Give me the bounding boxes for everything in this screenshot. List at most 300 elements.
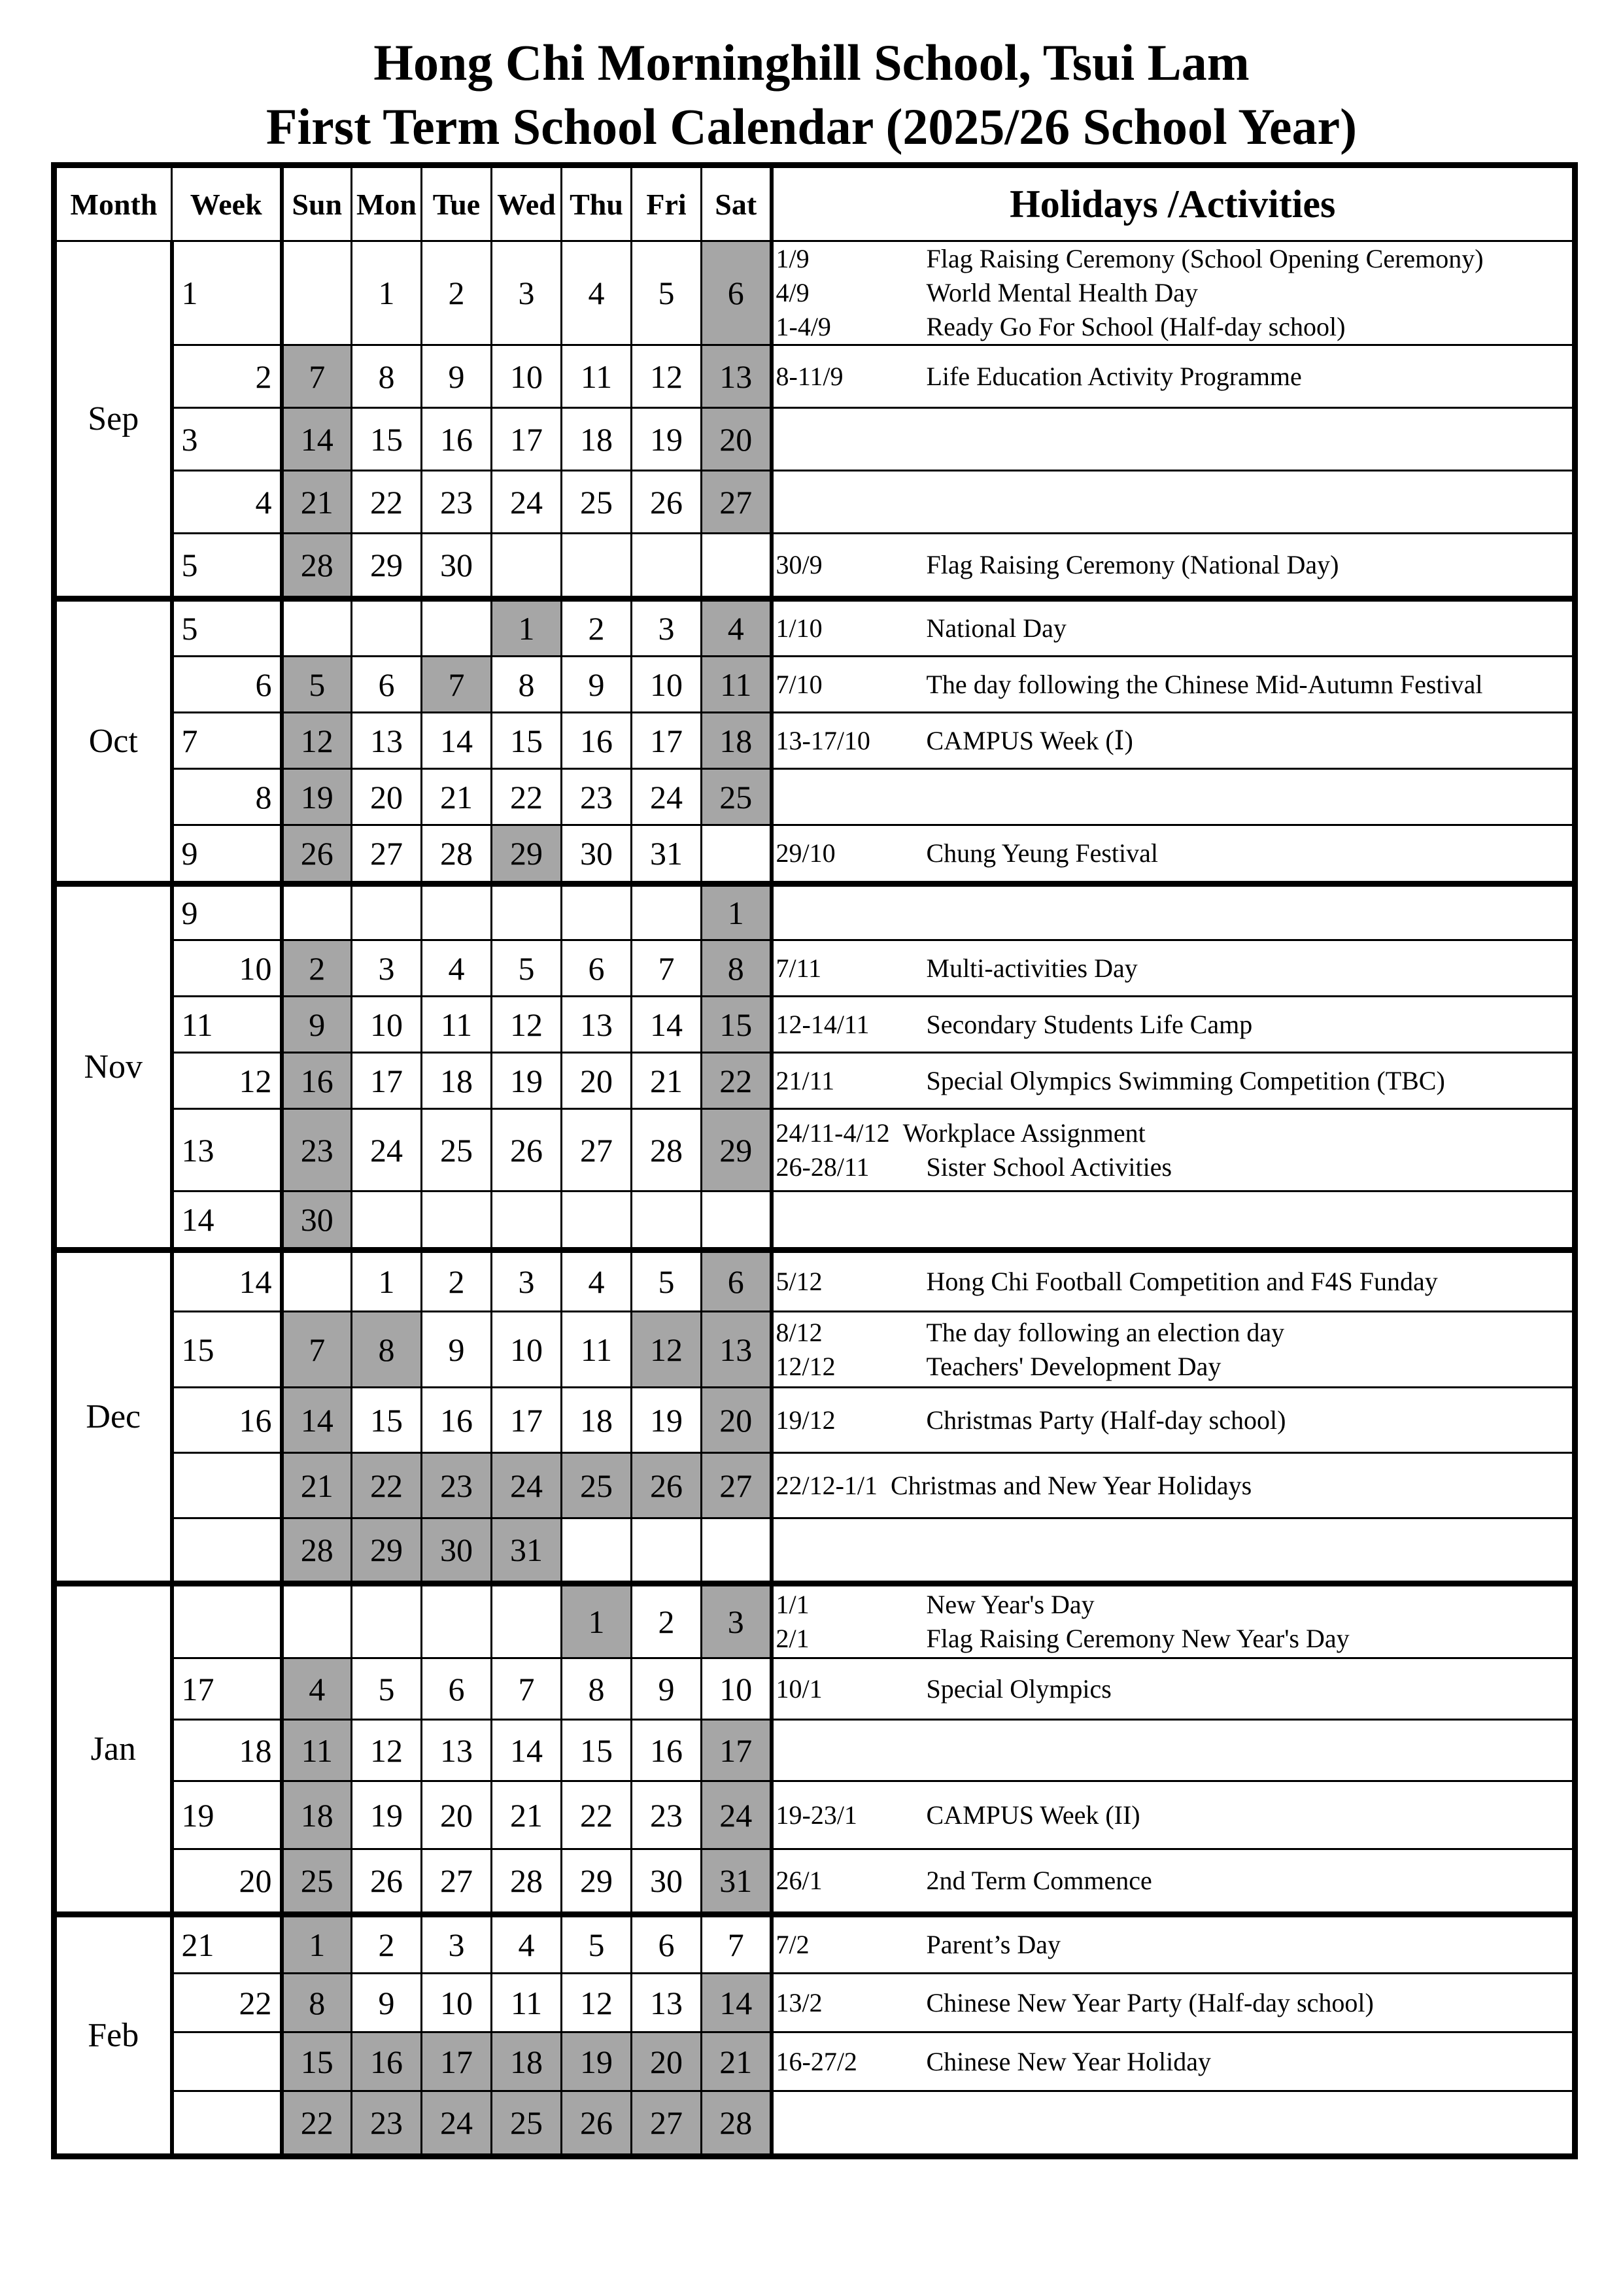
- activity-name: New Year's Day: [926, 1590, 1095, 1619]
- week-number: 17: [172, 1658, 282, 1720]
- day-cell: 23: [422, 471, 492, 534]
- month-label: Nov: [54, 884, 172, 1250]
- activities-cell: [772, 1250, 1575, 1312]
- week-number: 2: [172, 345, 282, 408]
- activity-name: Flag Raising Ceremony (National Day): [926, 550, 1339, 579]
- week-row: [54, 241, 1575, 345]
- activity-entry: [776, 1928, 1573, 1962]
- week-number: 22: [172, 1974, 282, 2032]
- school-name-title: Hong Chi Morninghill School, Tsui Lam: [373, 34, 1250, 91]
- day-cell: 29: [562, 1849, 632, 1915]
- day-cell: 22: [352, 1453, 422, 1518]
- day-cell: 26: [492, 1109, 562, 1191]
- day-cell: 13: [632, 1974, 702, 2032]
- week-number: 18: [172, 1720, 282, 1781]
- day-cell: 20: [352, 769, 422, 825]
- day-cell: [422, 1191, 492, 1250]
- day-cell: 27: [702, 1453, 772, 1518]
- activities-cell: [772, 408, 1575, 471]
- week-row: [54, 997, 1575, 1053]
- week-row: [54, 1453, 1575, 1518]
- day-cell: 21: [282, 1453, 352, 1518]
- activity-entry: [776, 1116, 1573, 1150]
- activity-date: 8/12: [776, 1317, 823, 1347]
- activity-date: 7/2: [776, 1930, 810, 1959]
- activities-cell: [772, 534, 1575, 599]
- week-row: [54, 1518, 1575, 1584]
- week-row: [54, 1312, 1575, 1388]
- day-cell: [352, 1584, 422, 1658]
- activity-entry: [776, 1350, 1573, 1384]
- week-row: [54, 1849, 1575, 1915]
- week-row: [54, 940, 1575, 997]
- day-cell: 17: [352, 1053, 422, 1109]
- month-label: Jan: [54, 1584, 172, 1915]
- day-cell: 26: [632, 1453, 702, 1518]
- day-cell: 14: [632, 997, 702, 1053]
- activities-cell: [772, 884, 1575, 940]
- day-cell: 4: [562, 241, 632, 345]
- day-cell: 22: [702, 1053, 772, 1109]
- activity-entry: [776, 360, 1573, 394]
- activity-name: The day following an election day: [926, 1317, 1285, 1347]
- activity-date: 7/10: [776, 669, 823, 699]
- day-cell: 10: [632, 657, 702, 713]
- activity-name: World Mental Health Day: [926, 278, 1199, 307]
- day-cell: 24: [492, 1453, 562, 1518]
- day-cell: [562, 884, 632, 940]
- day-cell: 25: [492, 2091, 562, 2157]
- day-cell: [702, 1191, 772, 1250]
- day-cell: 4: [492, 1915, 562, 1974]
- day-cell: 26: [352, 1849, 422, 1915]
- activity-name: Flag Raising Ceremony New Year's Day: [926, 1624, 1350, 1653]
- activity-date: 2/1: [776, 1624, 810, 1653]
- activity-date: 7/11: [776, 953, 822, 983]
- activity-entry: [776, 951, 1573, 985]
- activity-date: 13-17/10: [776, 725, 870, 755]
- day-cell: 23: [632, 1781, 702, 1849]
- activity-name: Special Olympics: [926, 1673, 1112, 1704]
- day-cell: 19: [352, 1781, 422, 1849]
- day-cell: 14: [702, 1974, 772, 2032]
- week-row: [54, 599, 1575, 657]
- day-cell: 1: [352, 241, 422, 345]
- day-cell: 29: [492, 825, 562, 884]
- day-cell: 3: [422, 1915, 492, 1974]
- day-cell: 10: [422, 1974, 492, 2032]
- day-cell: 23: [562, 769, 632, 825]
- day-cell: 25: [562, 471, 632, 534]
- day-cell: 7: [282, 345, 352, 408]
- activity-entry: [776, 1798, 1573, 1832]
- week-number: 4: [172, 471, 282, 534]
- day-cell: 11: [422, 997, 492, 1053]
- activities-cell: [772, 471, 1575, 534]
- activity-entry: [776, 1265, 1573, 1299]
- week-number: [172, 1518, 282, 1584]
- activities-cell: [772, 657, 1575, 713]
- day-cell: 2: [352, 1915, 422, 1974]
- activities-cell: [772, 997, 1575, 1053]
- day-cell: [562, 1191, 632, 1250]
- activities-cell: [772, 1191, 1575, 1250]
- day-cell: [492, 1191, 562, 1250]
- day-cell: 17: [632, 713, 702, 769]
- week-row: [54, 345, 1575, 408]
- day-cell: [562, 534, 632, 599]
- day-cell: 28: [282, 1518, 352, 1584]
- activity-name: Teachers' Development Day: [926, 1351, 1222, 1381]
- activity-date: 8-11/9: [776, 361, 844, 391]
- month-label: Sep: [54, 241, 172, 599]
- week-number: 7: [172, 713, 282, 769]
- activity-entry: [776, 1150, 1573, 1184]
- day-cell: 27: [562, 1109, 632, 1191]
- day-cell: 12: [632, 345, 702, 408]
- header-sat: Sat: [702, 165, 772, 241]
- day-cell: [492, 884, 562, 940]
- day-cell: 10: [352, 997, 422, 1053]
- activity-name: 2nd Term Commence: [926, 1866, 1152, 1895]
- activity-date: 30/9: [776, 550, 823, 579]
- day-cell: [422, 884, 492, 940]
- day-cell: 12: [632, 1312, 702, 1388]
- week-number: 20: [172, 1849, 282, 1915]
- day-cell: 27: [632, 2091, 702, 2157]
- day-cell: 30: [562, 825, 632, 884]
- week-row: [54, 1974, 1575, 2032]
- day-cell: 13: [352, 713, 422, 769]
- day-cell: 9: [422, 345, 492, 408]
- day-cell: 8: [352, 1312, 422, 1388]
- day-cell: 4: [562, 1250, 632, 1312]
- month-label: Oct: [54, 599, 172, 884]
- activity-date: 1/10: [776, 613, 823, 643]
- week-number: 16: [172, 1388, 282, 1453]
- day-cell: 14: [492, 1720, 562, 1781]
- day-cell: 3: [632, 599, 702, 657]
- activity-name: Hong Chi Football Competition and F4S Funday: [926, 1267, 1438, 1296]
- calendar-title: First Term School Calendar (2025/26 School Year): [265, 98, 1358, 155]
- week-number: 9: [172, 825, 282, 884]
- header-wed: Wed: [492, 165, 562, 241]
- day-cell: 8: [282, 1974, 352, 2032]
- day-cell: 16: [632, 1720, 702, 1781]
- week-number: 19: [172, 1781, 282, 1849]
- week-row: [54, 1781, 1575, 1849]
- day-cell: [282, 599, 352, 657]
- day-cell: 13: [562, 997, 632, 1053]
- day-cell: 1: [702, 884, 772, 940]
- day-cell: 29: [352, 1518, 422, 1584]
- day-cell: 17: [492, 1388, 562, 1453]
- day-cell: 13: [702, 1312, 772, 1388]
- week-number: 21: [172, 1915, 282, 1974]
- week-row: [54, 1191, 1575, 1250]
- day-cell: 12: [492, 997, 562, 1053]
- week-row: [54, 2032, 1575, 2091]
- day-cell: 11: [562, 345, 632, 408]
- activity-date: 19-23/1: [776, 1800, 857, 1830]
- day-cell: 25: [282, 1849, 352, 1915]
- week-number: 5: [172, 599, 282, 657]
- day-cell: 6: [422, 1658, 492, 1720]
- day-cell: 15: [492, 713, 562, 769]
- activity-entry: [776, 2045, 1573, 2079]
- activity-name: Chinese New Year Party (Half-day school): [926, 1987, 1374, 2017]
- week-number: 3: [172, 408, 282, 471]
- day-cell: 12: [562, 1974, 632, 2032]
- header-row: [54, 165, 1575, 241]
- day-cell: 23: [352, 2091, 422, 2157]
- activity-name: Special Olympics Swimming Competition (TBC): [926, 1065, 1445, 1095]
- day-cell: 15: [702, 997, 772, 1053]
- day-cell: [422, 1584, 492, 1658]
- week-row: [54, 1388, 1575, 1453]
- week-number: 9: [172, 884, 282, 940]
- day-cell: [282, 1250, 352, 1312]
- activities-cell: [772, 1053, 1575, 1109]
- activity-name: Workplace Assignment: [902, 1118, 1146, 1148]
- day-cell: 27: [702, 471, 772, 534]
- day-cell: 3: [492, 241, 562, 345]
- day-cell: 27: [352, 825, 422, 884]
- day-cell: 11: [282, 1720, 352, 1781]
- activity-entry: [776, 1622, 1573, 1656]
- activities-cell: [772, 825, 1575, 884]
- day-cell: 3: [702, 1584, 772, 1658]
- activity-name: Christmas Party (Half-day school): [926, 1405, 1286, 1435]
- day-cell: 24: [492, 471, 562, 534]
- day-cell: 21: [702, 2032, 772, 2091]
- day-cell: 1: [282, 1915, 352, 1974]
- activity-date: 4/9: [776, 278, 810, 307]
- day-cell: 9: [422, 1312, 492, 1388]
- day-cell: 20: [562, 1053, 632, 1109]
- day-cell: 31: [632, 825, 702, 884]
- week-row: [54, 657, 1575, 713]
- day-cell: 19: [632, 1388, 702, 1453]
- day-cell: 14: [282, 1388, 352, 1453]
- day-cell: 16: [352, 2032, 422, 2091]
- day-cell: 1: [352, 1250, 422, 1312]
- header-thu: Thu: [562, 165, 632, 241]
- month-label: Dec: [54, 1250, 172, 1584]
- week-number: [172, 1453, 282, 1518]
- day-cell: 5: [282, 657, 352, 713]
- activity-name: Life Education Activity Programme: [926, 361, 1302, 391]
- day-cell: 16: [422, 1388, 492, 1453]
- day-cell: 25: [562, 1453, 632, 1518]
- day-cell: 12: [282, 713, 352, 769]
- day-cell: 4: [422, 940, 492, 997]
- day-cell: 7: [282, 1312, 352, 1388]
- day-cell: 5: [562, 1915, 632, 1974]
- day-cell: 2: [282, 940, 352, 997]
- day-cell: 20: [632, 2032, 702, 2091]
- day-cell: [492, 1584, 562, 1658]
- day-cell: [632, 534, 702, 599]
- day-cell: 12: [352, 1720, 422, 1781]
- activity-date: 26-28/11: [776, 1152, 870, 1182]
- activity-date: 26/1: [776, 1866, 823, 1895]
- day-cell: 31: [492, 1518, 562, 1584]
- day-cell: 6: [632, 1915, 702, 1974]
- week-row: [54, 1915, 1575, 1974]
- day-cell: 6: [352, 657, 422, 713]
- day-cell: 18: [562, 408, 632, 471]
- day-cell: [352, 599, 422, 657]
- week-row: [54, 2091, 1575, 2157]
- activity-date: 12/12: [776, 1351, 836, 1381]
- activities-cell: [772, 1518, 1575, 1584]
- day-cell: 5: [492, 940, 562, 997]
- day-cell: 7: [702, 1915, 772, 1974]
- header-month: Month: [54, 165, 172, 241]
- week-number: [172, 2091, 282, 2157]
- day-cell: 10: [492, 345, 562, 408]
- day-cell: 9: [282, 997, 352, 1053]
- day-cell: 9: [562, 657, 632, 713]
- header-tue: Tue: [422, 165, 492, 241]
- activity-entry: [776, 1588, 1573, 1622]
- day-cell: 15: [562, 1720, 632, 1781]
- day-cell: 3: [492, 1250, 562, 1312]
- week-number: 1: [172, 241, 282, 345]
- activity-name: Chinese New Year Holiday: [926, 2046, 1211, 2076]
- activity-date: 10/1: [776, 1673, 823, 1704]
- day-cell: [702, 825, 772, 884]
- day-cell: 6: [562, 940, 632, 997]
- day-cell: [352, 1191, 422, 1250]
- activity-name: Flag Raising Ceremony (School Opening Ceremony): [926, 244, 1484, 273]
- activity-entry: [776, 1316, 1573, 1350]
- activity-entry: [776, 1986, 1573, 2020]
- day-cell: 7: [632, 940, 702, 997]
- activities-cell: [772, 599, 1575, 657]
- week-number: 11: [172, 997, 282, 1053]
- day-cell: 6: [702, 241, 772, 345]
- week-number: 13: [172, 1109, 282, 1191]
- day-cell: 22: [352, 471, 422, 534]
- day-cell: [352, 884, 422, 940]
- day-cell: 17: [702, 1720, 772, 1781]
- day-cell: 19: [282, 769, 352, 825]
- header-fri: Fri: [632, 165, 702, 241]
- day-cell: 30: [422, 1518, 492, 1584]
- day-cell: [632, 1191, 702, 1250]
- activity-name: Secondary Students Life Camp: [926, 1009, 1253, 1039]
- week-number: 14: [172, 1191, 282, 1250]
- week-number: 5: [172, 534, 282, 599]
- day-cell: 15: [282, 2032, 352, 2091]
- day-cell: [282, 884, 352, 940]
- day-cell: 9: [632, 1658, 702, 1720]
- day-cell: [702, 1518, 772, 1584]
- day-cell: 1: [492, 599, 562, 657]
- week-number: 15: [172, 1312, 282, 1388]
- day-cell: 14: [422, 713, 492, 769]
- activity-entry: [776, 1064, 1573, 1098]
- header-activities: Holidays /Activities: [772, 165, 1575, 241]
- week-number: 12: [172, 1053, 282, 1109]
- week-row: [54, 1250, 1575, 1312]
- day-cell: 5: [352, 1658, 422, 1720]
- activity-name: Parent’s Day: [926, 1930, 1061, 1959]
- week-row: [54, 884, 1575, 940]
- day-cell: 20: [702, 408, 772, 471]
- activities-cell: [772, 1720, 1575, 1781]
- activity-date: 5/12: [776, 1267, 823, 1296]
- activities-cell: [772, 940, 1575, 997]
- day-cell: 28: [632, 1109, 702, 1191]
- day-cell: 22: [282, 2091, 352, 2157]
- activity-entry: [776, 724, 1573, 758]
- day-cell: [282, 1584, 352, 1658]
- activity-date: 19/12: [776, 1405, 836, 1435]
- day-cell: 24: [352, 1109, 422, 1191]
- activities-cell: [772, 2091, 1575, 2157]
- activity-date: 24/11-4/12: [776, 1118, 890, 1148]
- day-cell: 26: [562, 2091, 632, 2157]
- activity-entry: [776, 1672, 1573, 1706]
- day-cell: 18: [492, 2032, 562, 2091]
- day-cell: 14: [282, 408, 352, 471]
- day-cell: 19: [632, 408, 702, 471]
- activity-date: 1/9: [776, 244, 810, 273]
- activity-entry: [776, 276, 1573, 310]
- week-row: [54, 713, 1575, 769]
- activities-cell: [772, 1849, 1575, 1915]
- week-number: 10: [172, 940, 282, 997]
- week-row: [54, 534, 1575, 599]
- activity-date: 29/10: [776, 838, 836, 868]
- activity-name: CAMPUS Week (II): [926, 1800, 1140, 1830]
- activity-entry: [776, 242, 1573, 276]
- day-cell: 6: [702, 1250, 772, 1312]
- day-cell: 29: [702, 1109, 772, 1191]
- header-sun: Sun: [282, 165, 352, 241]
- day-cell: 26: [282, 825, 352, 884]
- activities-cell: [772, 713, 1575, 769]
- day-cell: 27: [422, 1849, 492, 1915]
- day-cell: 2: [422, 241, 492, 345]
- activities-cell: [772, 1312, 1575, 1388]
- day-cell: 11: [702, 657, 772, 713]
- day-cell: 2: [632, 1584, 702, 1658]
- day-cell: 15: [352, 408, 422, 471]
- day-cell: 22: [492, 769, 562, 825]
- day-cell: 20: [422, 1781, 492, 1849]
- month-label: Feb: [54, 1915, 172, 2157]
- activity-entry: [776, 1008, 1573, 1042]
- day-cell: 1: [562, 1584, 632, 1658]
- week-number: 8: [172, 769, 282, 825]
- week-row: [54, 1109, 1575, 1191]
- day-cell: 16: [422, 408, 492, 471]
- day-cell: [562, 1518, 632, 1584]
- day-cell: 21: [422, 769, 492, 825]
- activity-entry: [776, 1403, 1573, 1437]
- activity-entry: [776, 310, 1573, 344]
- day-cell: 8: [702, 940, 772, 997]
- day-cell: 19: [562, 2032, 632, 2091]
- day-cell: 16: [282, 1053, 352, 1109]
- activity-entry: [776, 548, 1573, 582]
- activities-cell: [772, 1781, 1575, 1849]
- day-cell: 23: [422, 1453, 492, 1518]
